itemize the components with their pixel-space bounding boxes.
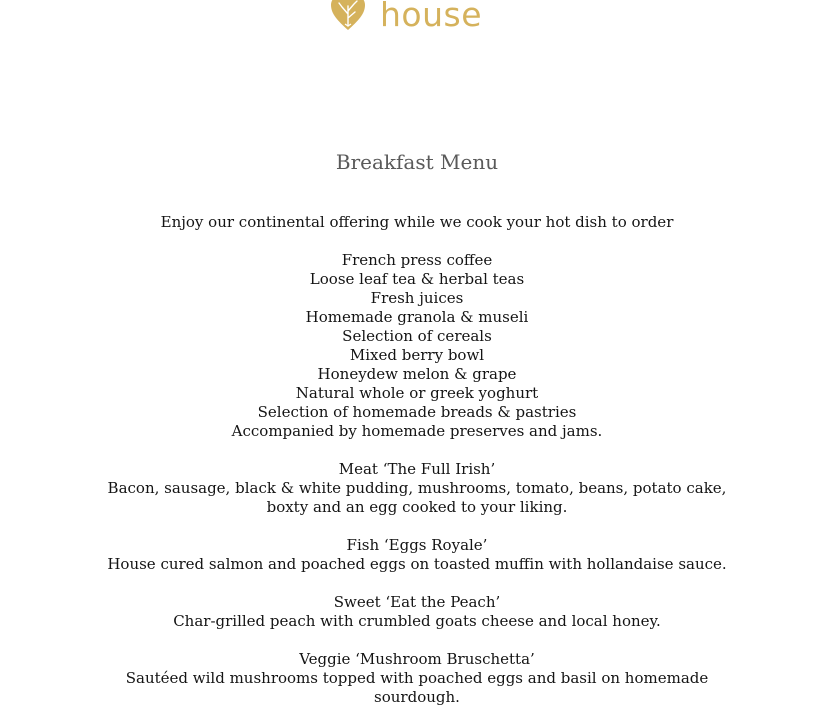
dish-description: House cured salmon and poached eggs on toasted muffin with hollandaise sauce. [107,555,727,573]
dish-name: Meat ‘The Full Irish’ [338,460,496,478]
continental-item: Loose leaf tea & herbal teas [309,270,525,288]
dish-description: Char-grilled peach with crumbled goats cheese and local honey. [173,612,661,630]
dish-description: Bacon, sausage, black & white pudding, mushrooms, tomato, beans, potato cake, [107,479,727,497]
continental-item: Fresh juices [370,289,464,307]
dish-description: Sautéed wild mushrooms topped with poached eggs and basil on homemade [125,669,709,687]
dish-name: Fish ‘Eggs Royale’ [346,536,488,554]
continental-item: Selection of cereals [342,327,492,345]
dish-name: Sweet ‘Eat the Peach’ [333,593,501,611]
heart-tree-icon [330,0,366,34]
continental-item: Mixed berry bowl [349,346,485,364]
menu-body [0,213,834,707]
brand-logo [330,0,482,34]
continental-item: Selection of homemade breads & pastries [257,403,577,421]
dish-description: sourdough. [374,688,460,706]
continental-item: Natural whole or greek yoghurt [295,384,539,402]
page-title: Breakfast Menu [335,150,499,174]
brand-wordmark: house [380,0,483,34]
dish-description: boxty and an egg cooked to your liking. [266,498,568,516]
continental-item: French press coffee [341,251,493,269]
dish-name: Veggie ‘Mushroom Bruschetta’ [299,650,535,668]
intro-text: Enjoy our continental offering while we cook your hot dish to order [160,213,674,231]
continental-item: Honeydew melon & grape [317,365,517,383]
continental-item: Accompanied by homemade preserves and jams. [231,422,603,440]
continental-item: Homemade granola & museli [305,308,529,326]
